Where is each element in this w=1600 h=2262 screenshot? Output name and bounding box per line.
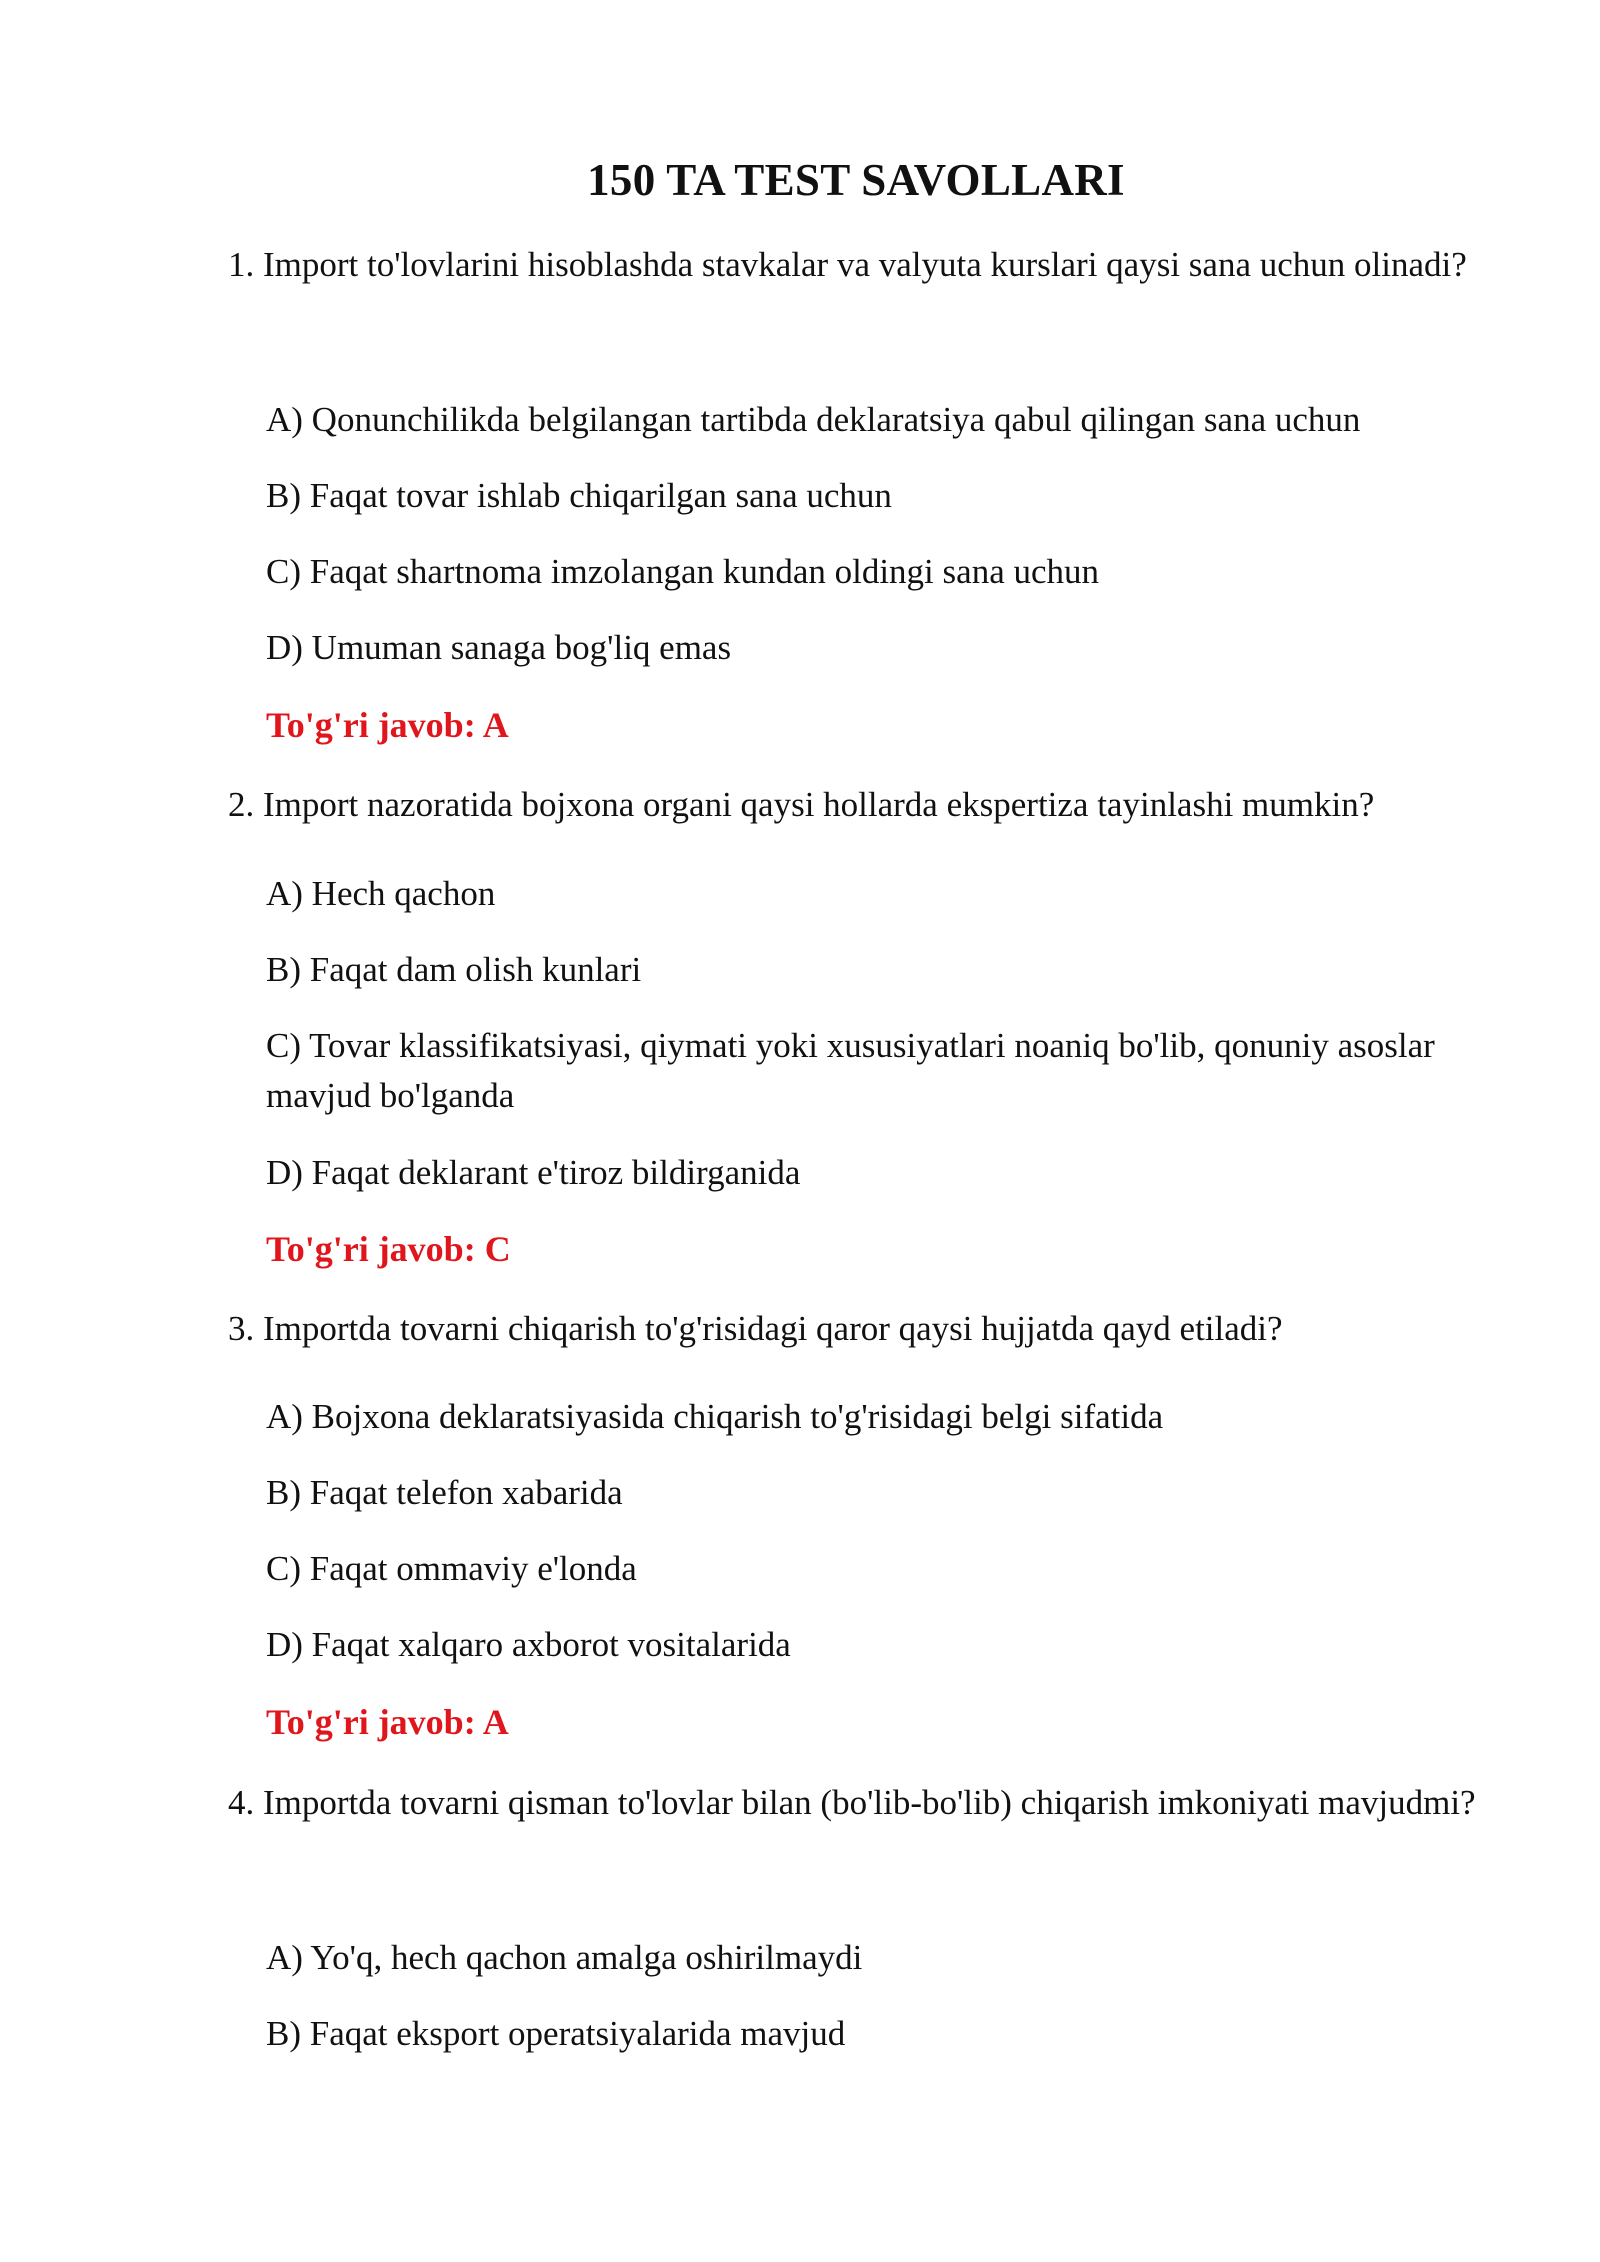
answer-option: B) Faqat eksport operatsiyalarida mavjud	[266, 2014, 846, 2053]
answer-option: A) Hech qachon	[266, 874, 496, 913]
answer-option: D) Faqat deklarant e'tiroz bildirganida	[266, 1153, 801, 1192]
answer-option: B) Faqat telefon xabarida	[266, 1473, 623, 1512]
question-text: 3. Importda tovarni chiqarish to'g'risidagi qaror qaysi hujjatda qayd etiladi?	[228, 1309, 1283, 1348]
page-title: 150 TA TEST SAVOLLARI	[587, 155, 1125, 205]
question-text: 2. Import nazoratida bojxona organi qaysi hollarda ekspertiza tayinlashi mumkin?	[228, 785, 1375, 824]
answer-option: A) Yo'q, hech qachon amalga oshirilmaydi	[266, 1938, 863, 1977]
correct-answer: To'g'ri javob: A	[266, 705, 509, 745]
answer-option: D) Umuman sanaga bog'liq emas	[266, 628, 732, 667]
answer-option: D) Faqat xalqaro axborot vositalarida	[266, 1625, 791, 1664]
question-text: 4. Importda tovarni qisman to'lovlar bilan (bo'lib-bo'lib) chiqarish imkoniyati mavjudmi?	[228, 1783, 1476, 1822]
answer-option: B) Faqat tovar ishlab chiqarilgan sana uchun	[266, 476, 892, 515]
answer-option: A) Bojxona deklaratsiyasida chiqarish to'g'risidagi belgi sifatida	[266, 1397, 1164, 1436]
answer-option: A) Qonunchilikda belgilangan tartibda deklaratsiya qabul qilingan sana uchun	[266, 400, 1361, 439]
correct-answer: To'g'ri javob: C	[266, 1229, 511, 1269]
answer-option: B) Faqat dam olish kunlari	[266, 950, 642, 989]
question-text: 1. Import to'lovlarini hisoblashda stavkalar va valyuta kurslari qaysi sana uchun olinadi?	[228, 245, 1467, 284]
correct-answer: To'g'ri javob: A	[266, 1702, 509, 1742]
answer-option: C) Faqat shartnoma imzolangan kundan oldingi sana uchun	[266, 552, 1100, 591]
answer-option: C) Tovar klassifikatsiyasi, qiymati yoki xususiyatlari noaniq bo'lib, qonuniy asoslar mavjud bo'lganda	[266, 1026, 1435, 1115]
answer-option: C) Faqat ommaviy e'londa	[266, 1549, 637, 1588]
